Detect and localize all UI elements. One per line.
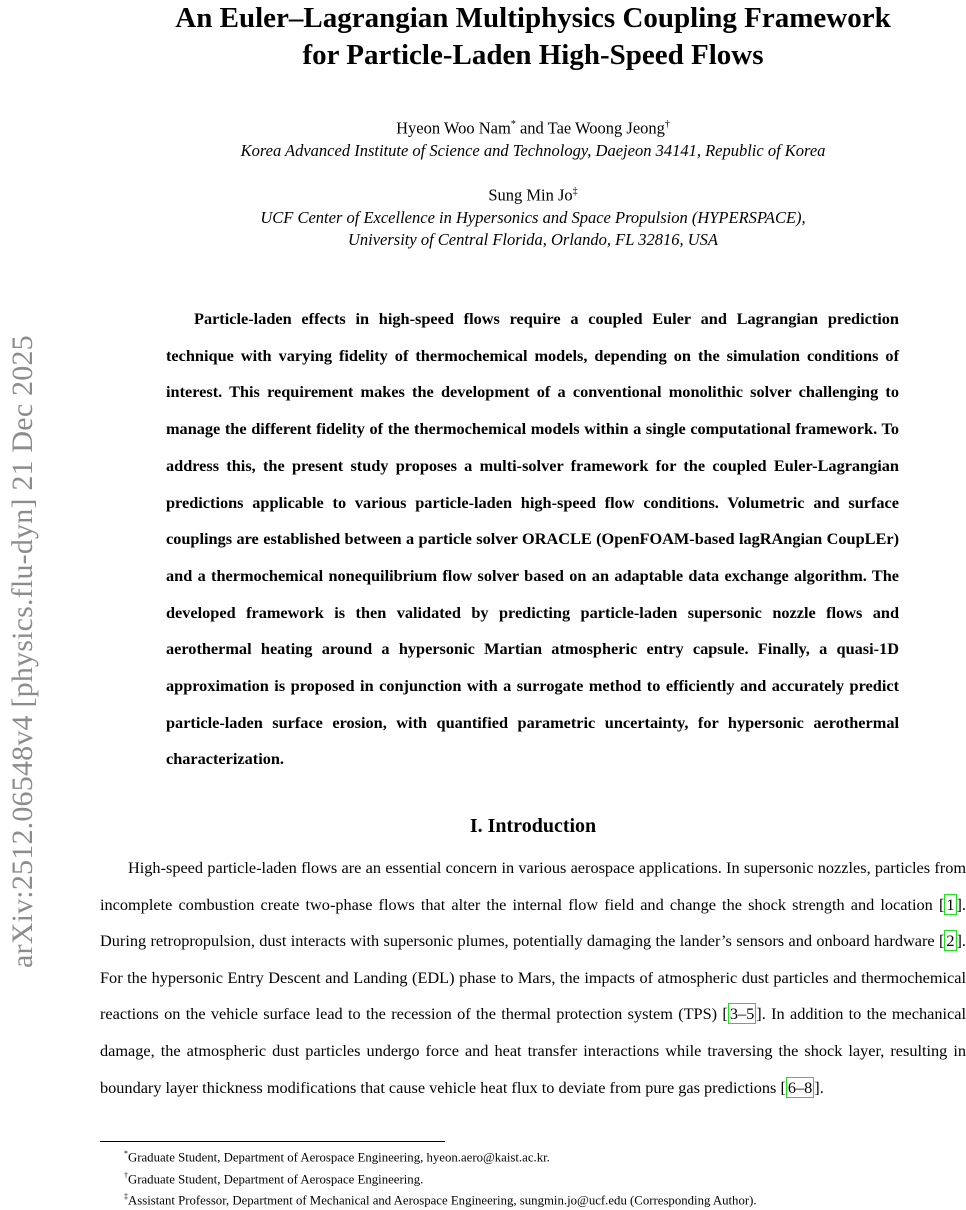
footnote-mark: * [124,1149,128,1158]
footnote-mark[interactable]: † [664,119,670,130]
intro-text: . [819,1077,824,1097]
author-name: Tae Woong Jeong [547,118,665,138]
author-names-1 [100,114,966,140]
paper-title-line-2: for Particle-Laden High-Speed Flows [302,39,764,71]
introduction-paragraph: High-speed particle-laden flows are an essential concern in various aerospace applications. In supersonic nozzles, particles from incomplete combustion create two-phase flows that alter the internal flow field and change the shock strength and location [ 1 ]. During retropropulsion, dust interacts with supersonic plumes, potentially damaging the lander’s sensors and onboard hardware [ 2 ]. For the hypersonic Entry Descent and Landing (EDL) phase to Mars, the impacts of atmospheric dust particles and thermochemical reactions on the vehicle surface lead to the recession of the thermal protection system (TPS) [ 3–5 ]. In addition to the mechanical damage, the atmospheric dust particles undergo force and heat transfer interactions while traversing the shock layer, resulting in boundary layer thickness modifications that cause vehicle heat flux to deviate from pure gas predictions [ 6–8 ]. [100,858,966,1097]
footnote [124,1167,966,1189]
section-heading: I. Introduction [469,815,597,837]
footnote-mark: ‡ [124,1192,128,1202]
abstract: Particle-laden effects in high-speed flows require a coupled Euler and Lagrangian prediction technique with varying fidelity of thermochemical models, depending on the simulation conditions of interest. This requirement makes the development of a conventional monolithic solver challenging to manage the different fidelity of the thermochemical models within a single computational framework. To address this, the present study proposes a multi-solver framework for the coupled Euler-Lagrangian predictions applicable to various particle-laden high-speed flow conditions. Volumetric and surface couplings are established between a particle solver ORACLE (OpenFOAM-based lagRAngian CoupLEr) and a thermochemical nonequilibrium flow solver based on an adaptable data exchange algorithm. The developed framework is then validated by predicting particle-laden supersonic nozzle flows and aerothermal heating around a hypersonic Martian atmospheric entry capsule. Finally, a quasi-1D approximation is proposed in conjunction with a surrogate method to efficiently and accurately predict particle-laden surface erosion, with quantified parametric uncertainty, for hypersonic aerothermal characterization. [166,309,899,769]
intro-text: High-speed particle-laden flows are an essential concern in various aerospace applications. In supersonic nozzles, particles from incomplete combustion create two-phase flows that alter the internal flow field and change the shock strength and location [100,858,966,914]
intro-text: . During retropropulsion, dust interacts with supersonic plumes, potentially damaging the lander’s sensors and onboard hardware [100,894,966,951]
footnote [124,1188,966,1210]
author-name: Sung Min Jo [488,185,573,205]
author-block-1 [100,114,966,162]
citation-link[interactable]: 3–5 [729,1004,755,1024]
footnote-text: Graduate Student, Department of Aerospace Engineering. [128,1171,424,1186]
citation-link[interactable]: 6–8 [787,1077,813,1097]
footnote-mark[interactable]: ‡ [572,186,578,197]
arxiv-identifier-stamp: arXiv:2512.06548v4 [physics.flu-dyn] 21 Dec 2025 [6,335,39,968]
footnote-mark[interactable]: * [510,119,516,130]
footnote-text: Graduate Student, Department of Aerospace Engineering, hyeon.aero@kaist.ac.kr. [128,1150,550,1165]
author-name: Hyeon Woo Nam [396,118,511,138]
citation-link[interactable]: 1 [946,894,955,914]
footnote-divider [100,1141,445,1142]
affiliation-1: Korea Advanced Institute of Science and Technology, Daejeon 34141, Republic of Korea [240,140,826,160]
citation-link[interactable]: 2 [946,931,955,951]
intro-text: . For the hypersonic Entry Descent and Landing (EDL) phase to Mars, the impacts of atmospheric dust particles and thermochemical reactions on the vehicle surface lead to the recession of the thermal protection system (TPS) [100,931,966,1024]
author-conjunction: and [515,118,548,138]
affiliation-2-line-2: University of Central Florida, Orlando, FL 32816, USA [347,229,719,249]
footnote-mark: † [124,1170,128,1180]
intro-text: . In addition to the mechanical damage, the atmospheric dust particles undergo force and heat transfer interactions while traversing the shock layer, resulting in boundary layer thickness modifications that cause vehicle heat flux to deviate from pure gas predictions [100,1004,966,1097]
author-block-2 [100,181,966,251]
footnote-text: Assistant Professor, Department of Mechanical and Aerospace Engineering, sungmin.jo@ucf.edu (Corresponding Author). [128,1193,757,1208]
affiliation-2-line-1: UCF Center of Excellence in Hypersonics and Space Propulsion (HYPERSPACE), [260,207,806,227]
footnote [124,1145,966,1167]
footnotes [124,1145,966,1210]
paper-title [100,0,966,74]
author-names-2 [100,181,966,207]
paper-title-line-1: An Euler–Lagrangian Multiphysics Coupling Framework [175,2,891,34]
